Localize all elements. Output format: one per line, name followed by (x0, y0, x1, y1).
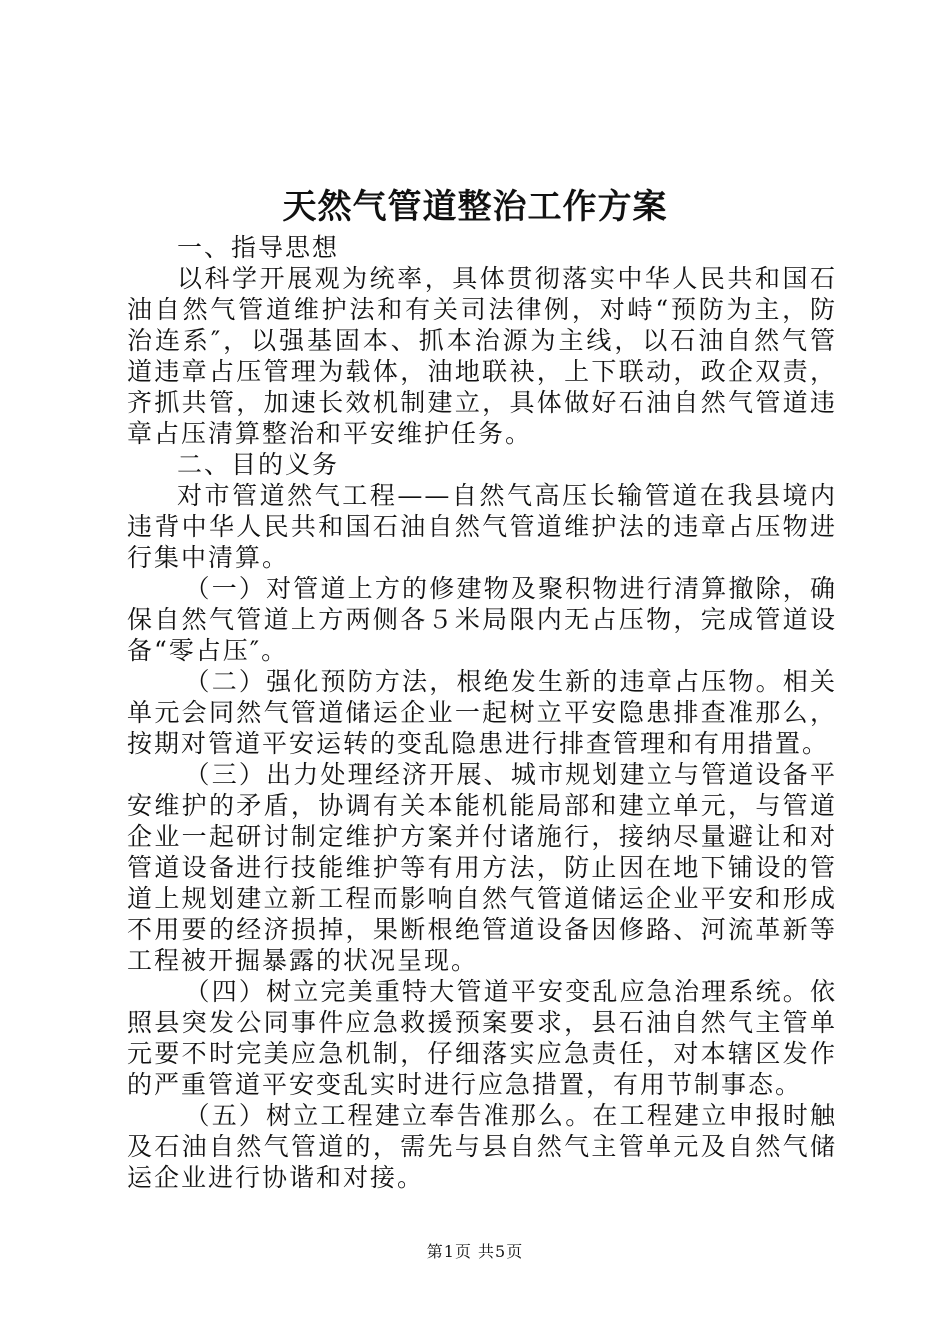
paragraph-item-1: （一）对管道上方的修建物及聚积物进行清算撤除，确保自然气管道上方两侧各５米局限内无占压物，完成管道设备“零占压″。 (127, 574, 837, 665)
section-heading-goals-tasks: 二、目的义务 (177, 450, 340, 479)
page-number-footer: 第1页 共5页 (426, 1242, 524, 1261)
document-title: 天然气管道整治工作方案 (282, 187, 668, 227)
paragraph-goals-tasks: 对市管道然气工程——自然气高压长输管道在我县境内违背中华人民共和国石油自然气管道维护法的违章占压物进行集中清算。 (127, 481, 837, 572)
paragraph-guiding-ideology: 以科学开展观为统率，具体贯彻落实中华人民共和国石油自然气管道维护法和有关司法律例，对峙“预防为主，防治连系″，以强基固本、抓本治源为主线，以石油自然气管道违章占压管理为载体，油地联袂，上下联动，政企双责，齐抓共管，加速长效机制建立，具体做好石油自然气管道违章占压清算整治和平安维护任务。 (127, 264, 837, 448)
section-heading-guiding-ideology: 一、指导思想 (177, 233, 340, 262)
document-body (127, 232, 837, 1193)
paragraph-item-4: （四）树立完美重特大管道平安变乱应急治理系统。依照县突发公同事件应急救援预案要求，县石油自然气主管单元要不时完美应急机制，仔细落实应急责任，对本辖区发作的严重管道平安变乱实时进行应急措置，有用节制事态。 (127, 977, 837, 1099)
paragraph-item-3: （三）出力处理经济开展、城市规划建立与管道设备平安维护的矛盾，协调有关本能机能局部和建立单元，与管道企业一起研讨制定维护方案并付诸施行，接纳尽量避让和对管道设备进行技能维护等有用方法，防止因在地下铺设的管道上规划建立新工程而影响自然气管道储运企业平安和形成不用要的经济损掉，果断根绝管道设备因修路、河流革新等工程被开掘暴露的状况呈现。 (127, 760, 837, 975)
paragraph-item-5: （五）树立工程建立奉告准那么。在工程建立申报时触及石油自然气管道的，需先与县自然气主管单元及自然气储运企业进行协谐和对接。 (127, 1101, 837, 1192)
paragraph-item-2: （二）强化预防方法，根绝发生新的违章占压物。相关单元会同然气管道储运企业一起树立平安隐患排查准那么，按期对管道平安运转的变乱隐患进行排查管理和有用措置。 (127, 667, 837, 758)
